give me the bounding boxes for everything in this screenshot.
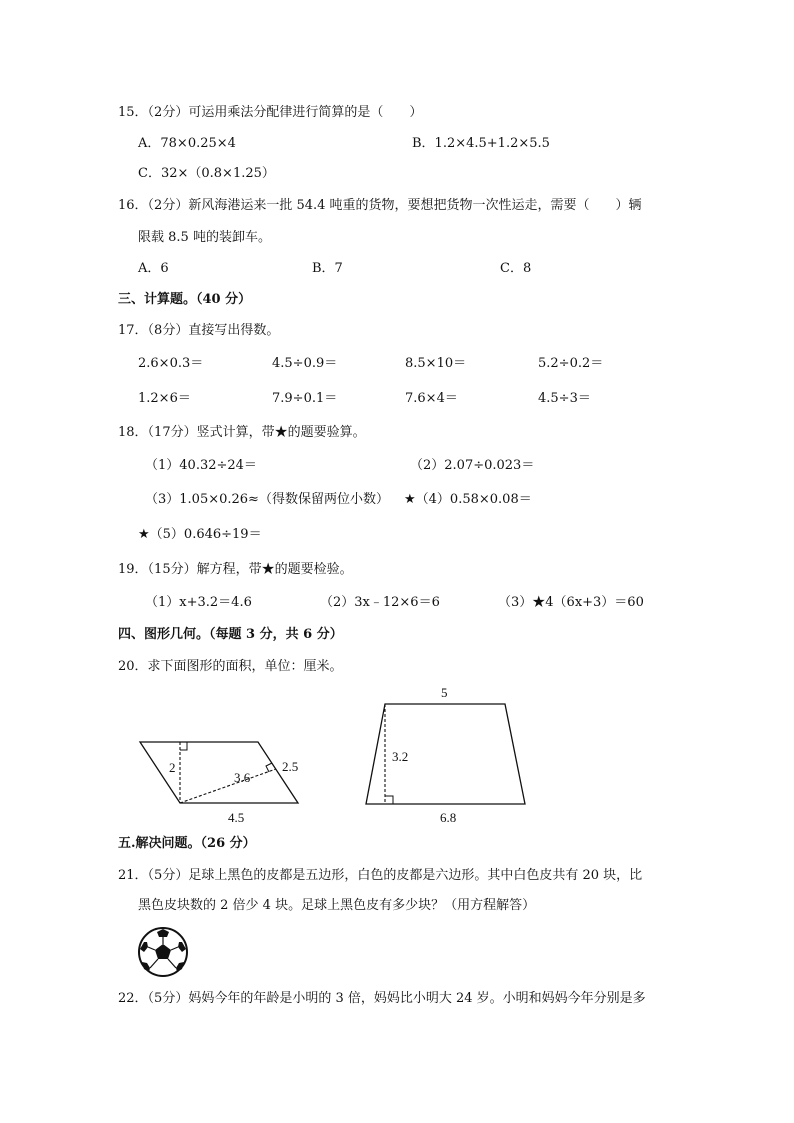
right-angle-mark [385, 796, 393, 804]
q18-item2: （2）2.07÷0.023＝ [410, 458, 535, 473]
trapezoid-height-label: 3.2 [392, 749, 409, 764]
trapezoid-bottom-label: 6.8 [440, 810, 457, 825]
q17-r1c2: 4.5÷0.9＝ [272, 356, 338, 371]
q16-option-b: B．7 [312, 261, 343, 276]
q17-stem: 17．（8分）直接写出得数。 [118, 323, 280, 338]
q15-option-a: A．78×0.25×4 [138, 136, 236, 151]
trapezoid-figure [355, 682, 545, 827]
q18-item4: ★（4）0.58×0.08＝ [404, 492, 532, 507]
right-angle-mark [180, 742, 187, 750]
q19-item1: （1）x+3.2＝4.6 [145, 595, 252, 610]
q17-r1c4: 5.2÷0.2＝ [538, 356, 604, 371]
q16-option-a: A．6 [138, 261, 169, 276]
section3-title: 三、计算题。（40 分） [118, 292, 252, 307]
q17-r2c2: 7.9÷0.1＝ [272, 391, 338, 406]
parallelogram-height-label: 2 [169, 760, 176, 775]
q18-item3: （3）1.05×0.26≈（得数保留两位小数） [145, 492, 389, 507]
parallelogram-side-label: 2.5 [282, 759, 299, 774]
trapezoid-top-label: 5 [441, 685, 448, 700]
q15-option-c: C．32×（0.8×1.25） [138, 166, 275, 181]
parallelogram-diag-label: 3.6 [234, 770, 251, 785]
q21-line1: 21．（5分）足球上黑色的皮都是五边形，白色的皮都是六边形。其中白色皮共有 20 块，比 [118, 868, 643, 883]
q16-stem-line1: 16．（2分）新风海港运来一批 54.4 吨重的货物，要想把货物一次性运走，需要（ ）辆 [118, 198, 642, 213]
section4-title: 四、图形几何。（每题 3 分，共 6 分） [118, 627, 343, 642]
q18-item5: ★（5）0.646÷19＝ [138, 527, 262, 542]
q19-item3: （3）★4（6x+3）＝60 [498, 595, 644, 610]
q15-option-b: B．1.2×4.5+1.2×5.5 [412, 136, 550, 151]
q17-r2c3: 7.6×4＝ [405, 391, 458, 406]
q16-stem-line2: 限载 8.5 吨的装卸车。 [138, 230, 271, 245]
q22-line1: 22．（5分）妈妈今年的年龄是小明的 3 倍，妈妈比小明大 24 岁。小明和妈妈今年分别是多 [118, 991, 646, 1006]
parallelogram-base-label: 4.5 [228, 810, 245, 825]
q17-r2c4: 4.5÷3＝ [538, 391, 591, 406]
q17-r1c3: 8.5×10＝ [405, 356, 467, 371]
q18-stem: 18．（17分）竖式计算，带★的题要验算。 [118, 425, 366, 440]
q17-r2c1: 1.2×6＝ [138, 391, 191, 406]
q21-line2: 黑色皮块数的 2 倍少 4 块。足球上黑色皮有多少块？（用方程解答） [138, 898, 536, 913]
parallelogram-figure [130, 730, 320, 830]
q20-stem: 20．求下面图形的面积，单位：厘米。 [118, 659, 343, 674]
q15-stem: 15．（2分）可运用乘法分配律进行简算的是（ ） [118, 105, 423, 120]
trapezoid-shape [366, 704, 525, 804]
section5-title: 五.解决问题。（26 分） [118, 836, 256, 851]
parallelogram-shape [140, 742, 298, 803]
soccer-ball-icon [136, 925, 190, 979]
q17-r1c1: 2.6×0.3＝ [138, 356, 204, 371]
q16-option-c: C．8 [500, 261, 532, 276]
parallelogram-perpendicular-line [180, 769, 276, 803]
q19-stem: 19．（15分）解方程，带★的题要检验。 [118, 562, 353, 577]
q18-item1: （1）40.32÷24＝ [145, 458, 257, 473]
q19-item2: （2）3x﹣12×6＝6 [320, 595, 440, 610]
